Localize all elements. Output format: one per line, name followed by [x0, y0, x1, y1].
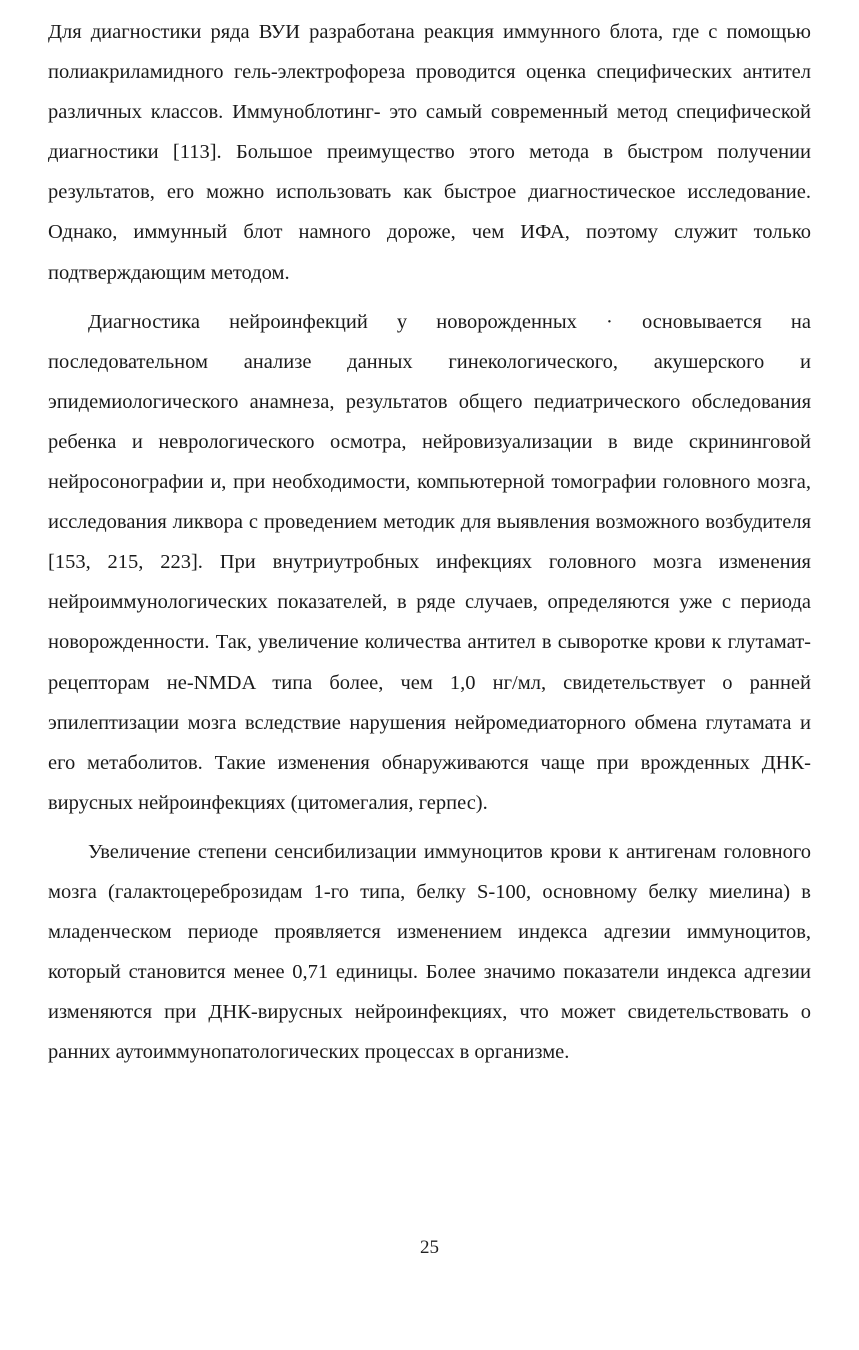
- body-text: [48, 12, 811, 1072]
- page-number: 25: [420, 1237, 439, 1258]
- paragraph-sensitization: Увеличение степени сенсибилизации иммуноцитов крови к антигенам головного мозга (галактоцереброзидам 1-го типа, белку S-100, основному белку миелина) в младенческом периоде проявляется изменением индекса адгезии иммуноцитов, который становится менее 0,71 единицы. Более значимо показатели индекса адгезии изменяются при ДНК-вирусных нейроинфекциях, что может свидетельствовать о ранних аутоиммунопатологических процессах в организме.: [48, 840, 811, 1064]
- paragraph-gap: [48, 823, 811, 832]
- paragraph-gap: [48, 293, 811, 302]
- paragraph-immunoblot: Для диагностики ряда ВУИ разработана реакция иммунного блота, где с помощью полиакриламидного гель-электрофореза проводится оценка специфических антител различных классов. Иммуноблотинг- это самый современный метод специфической диагностики [113]. Большое преимущество этого метода в быстром получении результатов, его можно использовать как быстрое диагностическое исследование. Однако, иммунный блот намного дороже, чем ИФА, поэтому служит только подтверждающим методом.: [48, 21, 811, 284]
- paragraph-neuroinfection-diagnostics: Диагностика нейроинфекций у новорожденных · основывается на последовательном анализе данных гинекологического, акушерского и эпидемиологического анамнеза, результатов общего педиатрического обследования ребенка и неврологического осмотра, нейровизуализации в виде скрининговой нейросонографии и, при необходимости, компьютерной томографии головного мозга, исследования ликвора с проведением методик для выявления возможного возбудителя [153, 215, 223]. При внутриутробных инфекциях головного мозга изменения нейроиммунологических показателей, в ряде случаев, определяются уже с периода новорожденности. Так, увеличение количества антител в сыворотке крови к глутамат-рецепторам не-NMDA типа более, чем 1,0 нг/мл, свидетельствует о ранней эпилептизации мозга вследствие нарушения нейромедиаторного обмена глутамата и его метаболитов. Такие изменения обнаруживаются чаще при врожденных ДНК-вирусных нейроинфекциях (цитомегалия, герпес).: [48, 310, 811, 814]
